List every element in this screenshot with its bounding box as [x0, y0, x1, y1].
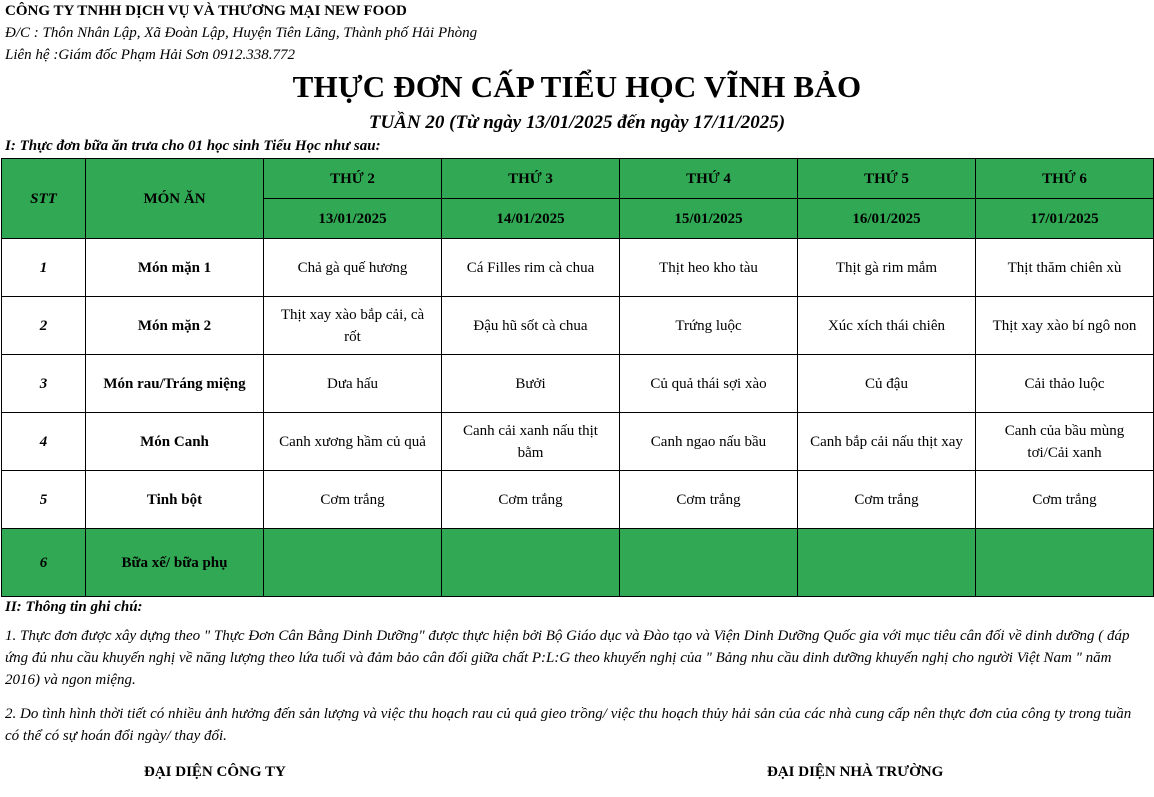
row-dish: Món mặn 2 — [86, 297, 264, 355]
menu-cell — [976, 529, 1154, 597]
menu-cell: Canh của bầu mùng tơi/Cải xanh — [976, 413, 1154, 471]
row-stt: 2 — [2, 297, 86, 355]
table-row — [2, 297, 1154, 355]
menu-cell: Thịt xay xào bí ngô non — [976, 297, 1154, 355]
menu-cell: Thịt gà rim mắm — [798, 239, 976, 297]
row-stt: 1 — [2, 239, 86, 297]
table-row — [2, 529, 1154, 597]
day-label: THỨ 6 — [976, 159, 1154, 199]
row-stt: 4 — [2, 413, 86, 471]
menu-cell: Đậu hũ sốt cà chua — [442, 297, 620, 355]
note-1: 1. Thực đơn được xây dựng theo " Thực Đơn Cân Bằng Dinh Dưỡng" được thực hiện bởi Bộ Giáo dục và Đào tạo và Viện Dinh Dưỡng Quốc gia với mục tiêu cân đối về dinh dưỡng ( đáp ứng đủ nhu cầu khuyến nghị về năng lượng theo lứa tuổi và đảm bảo cân đối giữa chất P:L:G theo khuyến nghị của " Bảng nhu cầu dinh dưỡng khuyến nghị cho người Việt Nam " năm 2016) và ngon miệng. — [5, 628, 1130, 688]
company-address: Đ/C : Thôn Nhân Lập, Xã Đoàn Lập, Huyện Tiên Lãng, Thành phố Hải Phòng — [5, 25, 478, 41]
menu-cell: Cơm trắng — [442, 471, 620, 529]
menu-cell: Cơm trắng — [264, 471, 442, 529]
menu-cell: Canh ngao nấu bầu — [620, 413, 798, 471]
menu-cell: Củ quả thái sợi xào — [620, 355, 798, 413]
table-row — [2, 355, 1154, 413]
day-date: 16/01/2025 — [798, 199, 976, 239]
menu-cell: Thịt xay xào bắp cải, cà rốt — [264, 297, 442, 355]
row-dish: Món mặn 1 — [86, 239, 264, 297]
section-1-heading: I: Thực đơn bữa ăn trưa cho 01 học sinh Tiểu Học như sau: — [5, 138, 381, 154]
day-label: THỨ 5 — [798, 159, 976, 199]
menu-cell: Thịt heo kho tàu — [620, 239, 798, 297]
menu-cell — [620, 529, 798, 597]
menu-cell — [264, 529, 442, 597]
row-dish: Bữa xế/ bữa phụ — [86, 529, 264, 597]
week-subtitle: TUẦN 20 (Từ ngày 13/01/2025 đến ngày 17/11/2025) — [368, 112, 786, 133]
day-date: 14/01/2025 — [442, 199, 620, 239]
menu-cell: Canh bắp cải nấu thịt xay — [798, 413, 976, 471]
menu-cell: Cá Filles rim cà chua — [442, 239, 620, 297]
day-date: 13/01/2025 — [264, 199, 442, 239]
menu-cell: Bưởi — [442, 355, 620, 413]
menu-cell: Chả gà quế hương — [264, 239, 442, 297]
menu-cell: Trứng luộc — [620, 297, 798, 355]
row-dish: Tinh bột — [86, 471, 264, 529]
page-title: THỰC ĐƠN CẤP TIỂU HỌC VĨNH BẢO — [292, 69, 862, 104]
table-row — [2, 413, 1154, 471]
day-date: 15/01/2025 — [620, 199, 798, 239]
day-label: THỨ 3 — [442, 159, 620, 199]
table-row — [2, 471, 1154, 529]
row-stt: 5 — [2, 471, 86, 529]
table-header-row — [2, 159, 1154, 199]
section-2-heading: II: Thông tin ghi chú: — [5, 599, 143, 615]
menu-cell: Củ đậu — [798, 355, 976, 413]
menu-cell: Cơm trắng — [798, 471, 976, 529]
menu-cell: Thịt thăm chiên xù — [976, 239, 1154, 297]
row-stt: 6 — [2, 529, 86, 597]
company-name: CÔNG TY TNHH DỊCH VỤ VÀ THƯƠNG MẠI NEW FOOD — [5, 3, 407, 19]
company-contact: Liên hệ :Giám đốc Phạm Hải Sơn 0912.338.772 — [5, 47, 296, 63]
company-signature-label: ĐẠI DIỆN CÔNG TY — [144, 764, 286, 780]
menu-cell — [798, 529, 976, 597]
menu-table — [1, 158, 1154, 597]
dish-header: MÓN ĂN — [86, 159, 264, 239]
menu-cell: Canh xương hầm củ quả — [264, 413, 442, 471]
school-signature-label: ĐẠI DIỆN NHÀ TRƯỜNG — [767, 764, 944, 780]
day-date: 17/01/2025 — [976, 199, 1154, 239]
row-dish: Món rau/Tráng miệng — [86, 355, 264, 413]
table-row — [2, 239, 1154, 297]
menu-cell: Xúc xích thái chiên — [798, 297, 976, 355]
menu-cell: Cơm trắng — [620, 471, 798, 529]
menu-cell: Dưa hấu — [264, 355, 442, 413]
stt-header: STT — [2, 159, 86, 239]
row-stt: 3 — [2, 355, 86, 413]
row-dish: Món Canh — [86, 413, 264, 471]
menu-cell — [442, 529, 620, 597]
note-2: 2. Do tình hình thời tiết có nhiều ảnh hưởng đến sản lượng và việc thu hoạch rau củ quả gieo trồng/ việc thu hoạch thủy hải sản của các nhà cung cấp nên thực đơn của công ty trong tuần có thể có sự hoán đổi ngày/ thay đổi. — [5, 706, 1132, 744]
menu-cell: Cơm trắng — [976, 471, 1154, 529]
menu-cell: Canh cải xanh nấu thịt bằm — [442, 413, 620, 471]
menu-cell: Cải thảo luộc — [976, 355, 1154, 413]
day-label: THỨ 4 — [620, 159, 798, 199]
day-label: THỨ 2 — [264, 159, 442, 199]
